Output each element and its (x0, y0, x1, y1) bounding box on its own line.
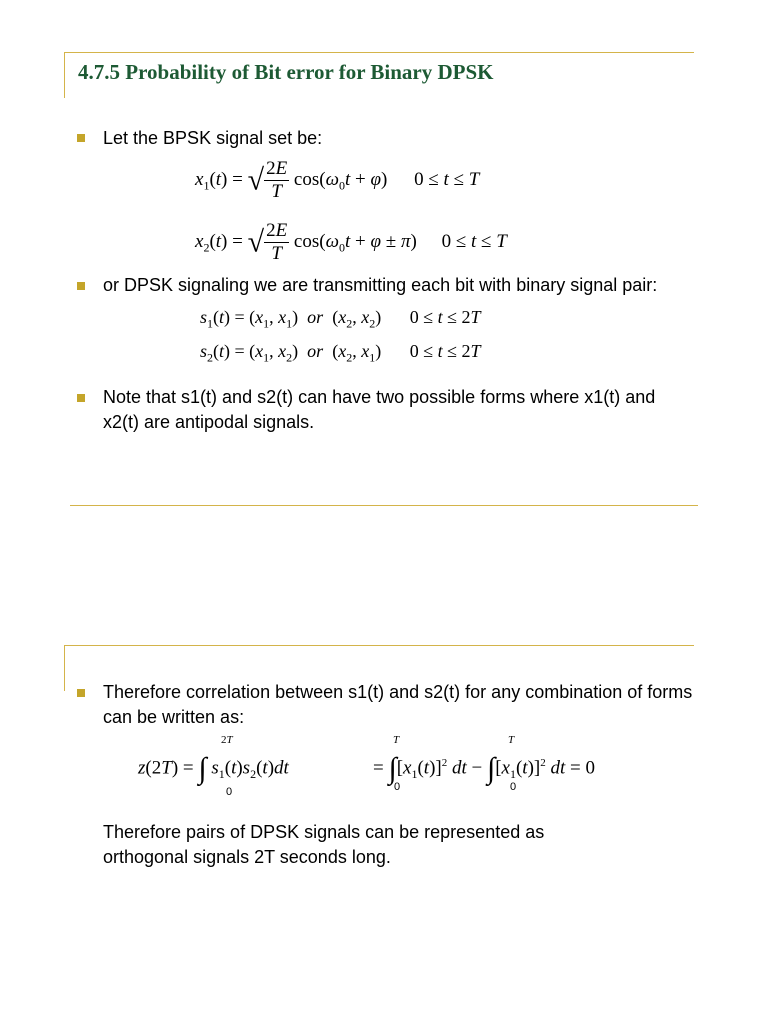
bullet-marker (77, 689, 85, 697)
bullet-text: or DPSK signaling we are transmitting each bit with binary signal pair: (103, 275, 658, 295)
integral-upper-limit: T (508, 734, 515, 746)
equation-x1: $x_1(t)$ = √ $\frac{2E}{T}$ $\cos(\omega_0t + \varphi) 0 \le t \le T$ (195, 158, 480, 202)
integral-upper-limit: T (393, 734, 400, 746)
conclusion-paragraph: Therefore pairs of DPSK signals can be represented as orthogonal signals 2T seconds long. (103, 822, 545, 867)
slide-separator (70, 505, 698, 506)
integral-upper-limit: 2T (221, 734, 233, 746)
bullet-text: Let the BPSK signal set be: (103, 128, 323, 148)
correlation-equation-rhs: = $\int[x_1(t)]^2$ dt − $\int[x_1(t)]^2$ dt = 0 (373, 752, 595, 785)
slide2-left-rule (64, 645, 65, 691)
bullet-marker (77, 282, 85, 290)
equation-x2: $x_2(t)$ = √ $\frac{2E}{T}$ $\cos(\omega_0t + \varphi \pm \pi) 0 \le t \le T$ (195, 220, 507, 264)
integral-lower-limit: 0 (394, 781, 401, 793)
equation-s2: $s_2(t) = (x_1$, $x_2$) or ($x_2$, $x_1$) 0 ≤ t ≤ 2T (200, 341, 481, 365)
slide1-top-rule (64, 52, 694, 53)
bullet-text: Therefore correlation between s1(t) and s2(t) for any combination of forms can be written as: (103, 682, 693, 727)
equation-s1: $s_1(t) = (x_1$, $x_1$) or ($x_2$, $x_2$) 0 ≤ t ≤ 2T (200, 307, 481, 331)
bullet-text: Note that s1(t) and s2(t) can have two possible forms where x1(t) and x2(t) are antipodal signals. (103, 387, 656, 432)
integral-lower-limit: 0 (510, 781, 517, 793)
bullet-marker (77, 394, 85, 402)
slide1-left-rule (64, 52, 65, 98)
slide-title: 4.7.5 Probability of Bit error for Binary DPSK (78, 60, 494, 84)
correlation-equation-lhs: z(2T) = ∫ $s_1(t)s_2(t)dt$ (138, 752, 289, 785)
slide2-top-rule (64, 645, 694, 646)
bullet-marker (77, 134, 85, 142)
integral-lower-limit: 0 (226, 786, 233, 798)
